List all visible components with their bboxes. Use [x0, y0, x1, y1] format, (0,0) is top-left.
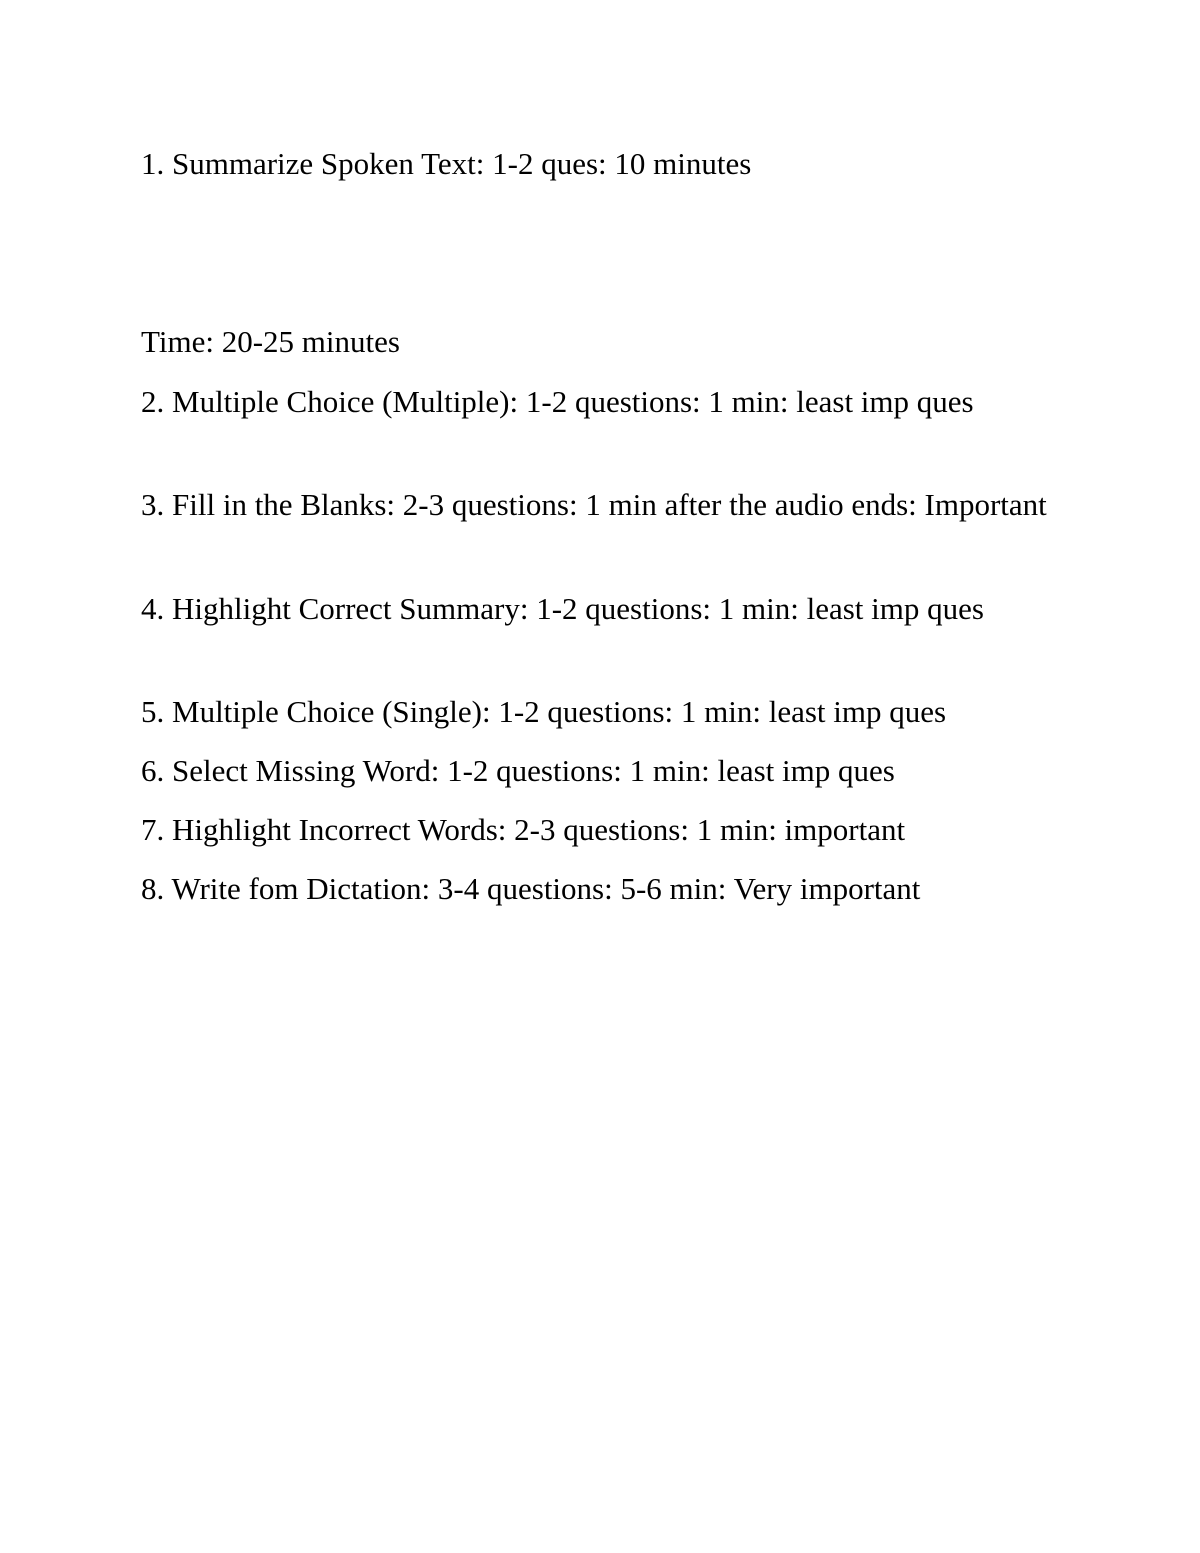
list-item-highlight-correct-summary: 4. Highlight Correct Summary: 1-2 questions: 1 min: least imp ques	[141, 591, 984, 626]
list-item-summarize-spoken-text: 1. Summarize Spoken Text: 1-2 ques: 10 minutes	[141, 146, 752, 181]
time-note: Time: 20-25 minutes	[141, 324, 400, 359]
list-item-multiple-choice-multiple: 2. Multiple Choice (Multiple): 1-2 questions: 1 min: least imp ques	[141, 384, 974, 419]
list-item-fill-in-the-blanks: 3. Fill in the Blanks: 2-3 questions: 1 min after the audio ends: Important	[141, 487, 1047, 522]
list-item-write-from-dictation: 8. Write fom Dictation: 3-4 questions: 5-6 min: Very important	[141, 871, 921, 906]
list-item-select-missing-word: 6. Select Missing Word: 1-2 questions: 1 min: least imp ques	[141, 753, 895, 788]
list-item-highlight-incorrect-words: 7. Highlight Incorrect Words: 2-3 questions: 1 min: important	[141, 812, 906, 847]
list-item-multiple-choice-single: 5. Multiple Choice (Single): 1-2 questions: 1 min: least imp ques	[141, 694, 947, 729]
